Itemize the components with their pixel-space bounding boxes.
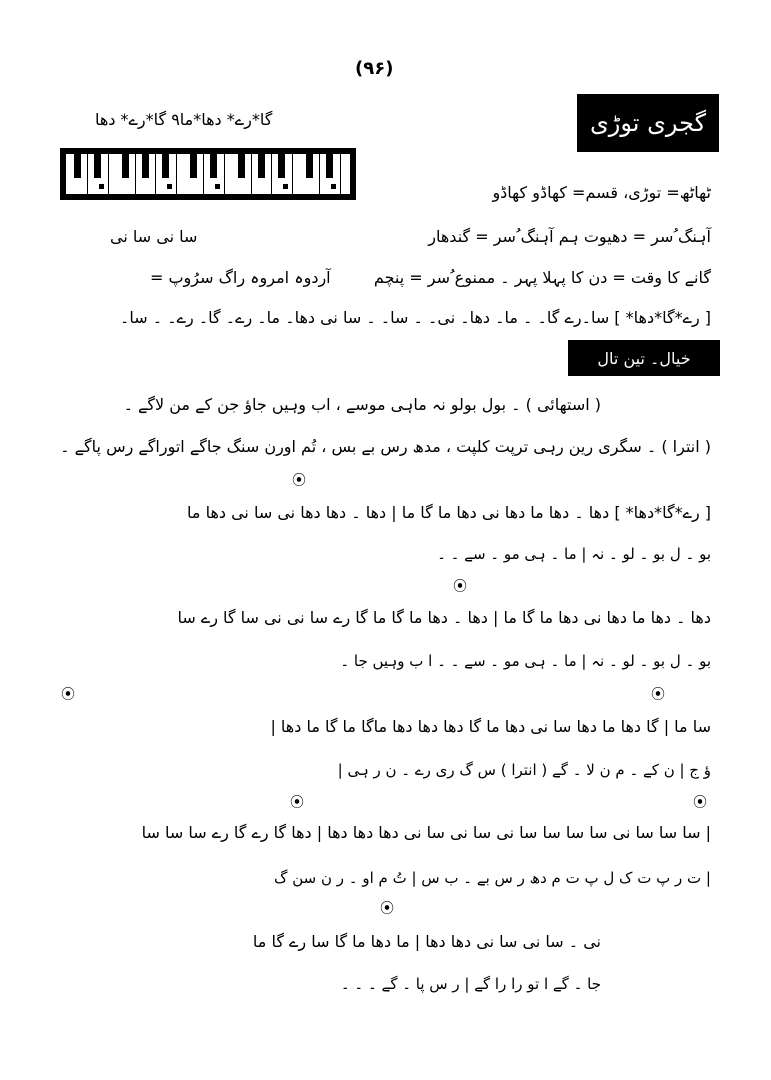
notation-row: سا ما | گا دھا ما دھا سا نی دھا ما گا دھا دھا دھا ماگا ما گا ما دھا | — [270, 717, 711, 736]
lyrics-row: جا ۔ گے ا تو را را گے | ر س پا ۔ گے ۔ ۔ ۔ — [340, 975, 601, 993]
header-notes: گا*رے* دھا*ما۹ گا*رے* دھا — [95, 110, 273, 129]
sam-marker: ⦿ — [651, 687, 665, 703]
antra-lyrics: ( انترا ) ۔ سگری رین رہی ترپت کلپت ، مدھ رس بے بس ، تُم اورن سنگ جاگے اتوراگے رس پاگے ۔ — [60, 437, 711, 456]
asthai-lyrics: ( استھائی ) ۔ بول بولو نہ ماہی موسے ، اب وہیں جاؤ جن کے من لاگے ۔ — [123, 395, 601, 414]
lyrics-row: بو ۔ ل بو ۔ لو ۔ نہ | ما ۔ ہی مو ۔ سے ۔ ۔ — [437, 545, 711, 563]
notation-row: | سا سا سا نی سا سا سا سا نی سا نی سا نی دھا دھا دھا | دھا گا رے گا رے سا سا سا — [141, 823, 711, 842]
sam-marker: ⦿ — [290, 795, 304, 811]
page-number: (۹۶) — [355, 58, 394, 79]
notation-row: نی ۔ سا نی سا نی دھا دھا | ما دھا ما گا سا رے گا ما — [252, 932, 601, 951]
sam-marker: ⦿ — [292, 473, 306, 489]
page-title: گجری توڑی — [577, 94, 719, 152]
lyrics-row: بو ۔ ل بو ۔ لو ۔ نہ | ما ۔ ہی مو ۔ سے ۔ ۔ ا ب وہیں جا ۔ — [340, 652, 711, 670]
sam-marker: ⦿ — [453, 579, 467, 595]
thaat-line: ٹھاٹھ= توڑی، قسم= کھاڈو کھاڈو — [492, 183, 711, 202]
aroh-avroh-line: [ رے*گا*دھا* ] سا۔رے گا۔ ۔ ما۔ دھا۔ نی۔ ۔ سا۔ ۔ سا نی دھا۔ ما۔ رے۔ گا۔ رے۔ ۔ سا۔ — [120, 308, 711, 327]
notation-row: [ رے*گا*دھا* ] دھا ۔ دھا ما دھا نی دھا ما گا ما | دھا ۔ دھا دھا نی سا نی دھا ما — [187, 503, 711, 522]
time-line: گانے کا وقت = دن کا پہلا پہر ۔ ممنوع ُسر = پنچم — [373, 268, 711, 287]
keyboard-graphic — [60, 148, 356, 200]
section-heading: خیال۔ تین تال — [568, 340, 720, 376]
piano-keyboard — [60, 148, 356, 200]
lyrics-row: ؤ ج | ن کے ۔ م ن لا ۔ گے ( انترا ) س گ ری رے ۔ ن ر ہی | — [337, 761, 711, 779]
notation-row: دھا ۔ دھا ما دھا نی دھا ما گا ما | دھا ۔ دھا ما گا ما گا رے سا نی نی سا گا رے سا — [177, 608, 711, 627]
sam-marker: ⦿ — [693, 795, 707, 811]
vadi-samvadi-notes: سا نی سا نی — [110, 227, 198, 246]
aroh-avroh-label: آردوہ امروہ راگ سرُوپ = — [150, 268, 331, 287]
vadi-samvadi-line: آہنگ ُسر = دھیوت ہم آہنگ ُسر = گندھار — [428, 227, 711, 246]
sam-marker: ⦿ — [61, 687, 75, 703]
sam-marker: ⦿ — [380, 901, 394, 917]
lyrics-row: | ت ر پ ت ک ل پ ت م دھ ر س بے ۔ ب س | تُ م او ۔ ر ن سن گ — [274, 869, 711, 887]
